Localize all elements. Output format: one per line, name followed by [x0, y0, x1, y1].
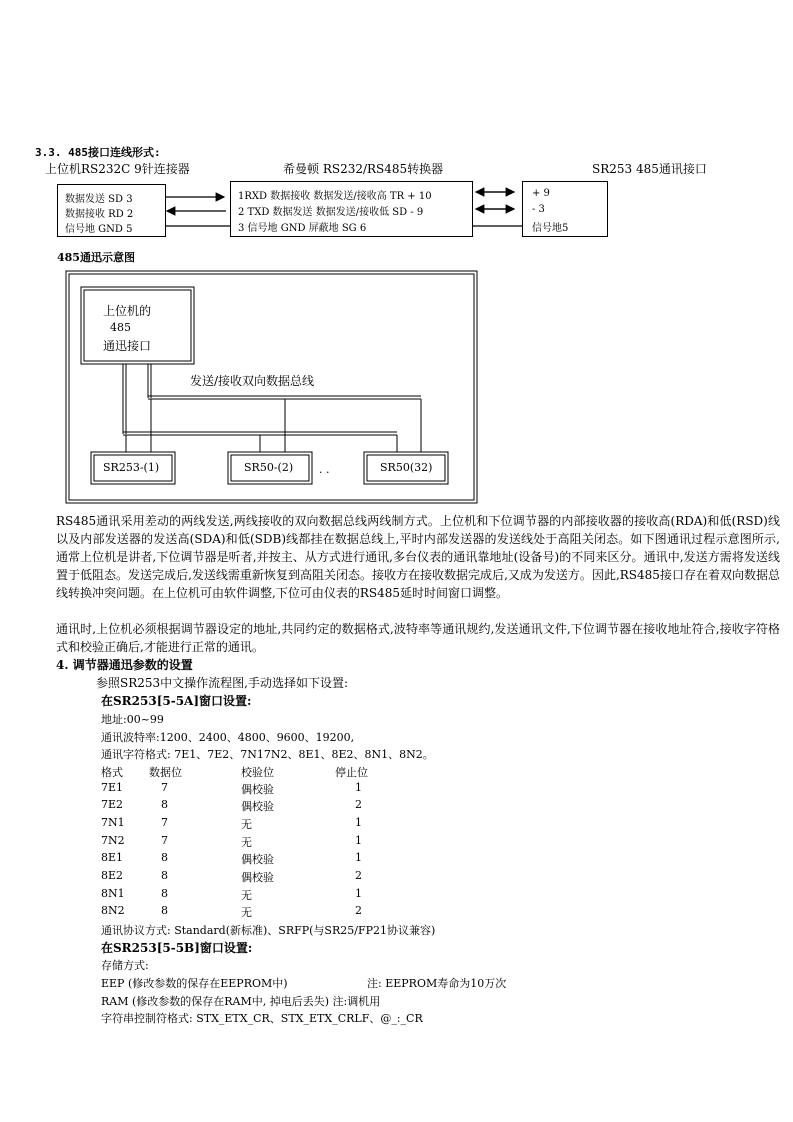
baud-rate-list: 通讯波特率:1200、2400、4800、9600、19200,: [101, 731, 355, 744]
table-row: 8N2 8 无 2: [101, 904, 362, 919]
window-5-5b-heading: 在SR253[5-5B]窗口设置:: [101, 941, 253, 955]
protocol-options: 通讯协议方式: Standard(新标准)、SRFP(与SR25/FP21协议兼容): [101, 924, 436, 937]
table-row: 7E2 8 偶校验 2: [101, 798, 362, 813]
device-ellipsis: . .: [319, 463, 330, 476]
paragraph-communication-rules: 通讯时,上位机必须根据调节器设定的地址,共同约定的数据格式,波特率等通讯规约,发送通讯文件,下位调节器在接收地址符合,接收字符格式和校验正确后,才能进行正常的通讯。: [56, 622, 780, 654]
string-control-format: 字符串控制符格式: STX_ETX_CR、STX_ETX_CRLF、@_:_CR: [101, 1012, 423, 1025]
header-stop-bits: 停止位: [335, 766, 368, 779]
storage-ram-option: RAM (修改参数的保存在RAM中, 掉电后丢失) 注:调机用: [101, 995, 381, 1008]
table-row: 7N1 7 无 1: [101, 816, 362, 831]
converter-pin-ground: 3 信号地 GND 屏蔽地 SG 6: [238, 223, 367, 234]
table-row: 8E2 8 偶校验 2: [101, 869, 362, 884]
label-host-connector: 上位机RS232C 9针连接器: [45, 162, 190, 176]
label-converter: 希曼顿 RS232/RS485转换器: [283, 162, 444, 176]
converter-pin-txd: 2 TXD 数据发送 数据发送/接收低 SD - 9: [238, 207, 424, 218]
host-label-line1: 上位机的: [103, 304, 152, 318]
device-label-1: SR253-(1): [103, 461, 160, 474]
host-label-line2: 485: [110, 321, 131, 334]
table-row: 8N1 8 无 1: [101, 887, 362, 902]
table-row: 8E1 8 偶校验 1: [101, 851, 362, 866]
sr253-interface-box: [522, 181, 608, 237]
storage-eep-note: 注: EEPROM寿命为10万次: [367, 977, 507, 990]
host-pin-send: 数据发送 SD 3: [65, 194, 133, 205]
converter-box: [230, 181, 473, 237]
header-data-bits: 数据位: [149, 766, 182, 779]
label-sr253-interface: SR253 485通讯接口: [592, 162, 707, 176]
format-table-header: [101, 764, 401, 781]
storage-mode-label: 存储方式:: [101, 959, 149, 972]
section-4-intro: 参照SR253中文操作流程图,手动选择如下设置:: [96, 676, 349, 690]
device-label-3: SR50(32): [380, 461, 433, 474]
window-5-5a-heading: 在SR253[5-5A]窗口设置:: [101, 694, 252, 708]
char-format-list: 通讯字符格式: 7E1、7E2、7N17N2、8E1、8E2、8N1、8N2。: [101, 748, 434, 761]
section-4-heading: 4. 调节器通迅参数的设置: [56, 658, 193, 672]
diagram-title: 485通迅示意图: [57, 251, 135, 264]
host-pin-ground: 信号地 GND 5: [65, 224, 133, 235]
section-3-3-heading: 3.3. 485接口连线形式:: [35, 146, 161, 159]
table-row: 7N2 7 无 1: [101, 834, 362, 849]
address-range: 地址:00~99: [101, 713, 164, 726]
header-parity: 校验位: [241, 766, 274, 779]
converter-pin-rxd: 1RXD 数据接收 数据发送/接收高 TR + 10: [238, 191, 432, 202]
paragraph-rs485-description: RS485通讯采用差动的两线发送,两线接收的双向数据总线两线制方式。上位机和下位调节器的内部接收器的接收高(RDA)和低(RSD)线以及内部发送器的发送高(SDA)和低(SDB)线都挂在数据总线上,平时内部发送器的发送线处于高阻关闭态。如下图通讯过程示意图所示,通常上位机是讲者,下位调节器是听者,并按主、从方式进行通讯,多台仪表的通讯靠地址(设备号)的不同来区分。通讯中,发送方需将发送线置于低阻态。发送完成后,发送线需重新恢复到高阻关闭态。接收方在接收数据完成后,又成为发送方。因此,RS485接口存在着双向数据总线转换冲突问题。在上位机可由软件调整,下位可由仪表的RS485延时时间窗口调整。: [56, 514, 780, 600]
bus-label: 发送/接收双向数据总线: [190, 374, 315, 388]
host-connector-box: [57, 184, 166, 237]
header-format: 格式: [101, 766, 123, 779]
host-label-line3: 通迅接口: [103, 339, 152, 353]
table-row: 7E1 7 偶校验 1: [101, 781, 362, 796]
device-label-2: SR50-(2): [244, 461, 294, 474]
sr253-pin-ground: 信号地5: [532, 223, 569, 234]
sr253-pin-minus: - 3: [532, 204, 545, 215]
sr253-pin-plus: + 9: [532, 188, 550, 199]
host-pin-receive: 数据接收 RD 2: [65, 209, 134, 220]
storage-eep-option: EEP (修改参数的保存在EEPROM中): [101, 977, 288, 990]
